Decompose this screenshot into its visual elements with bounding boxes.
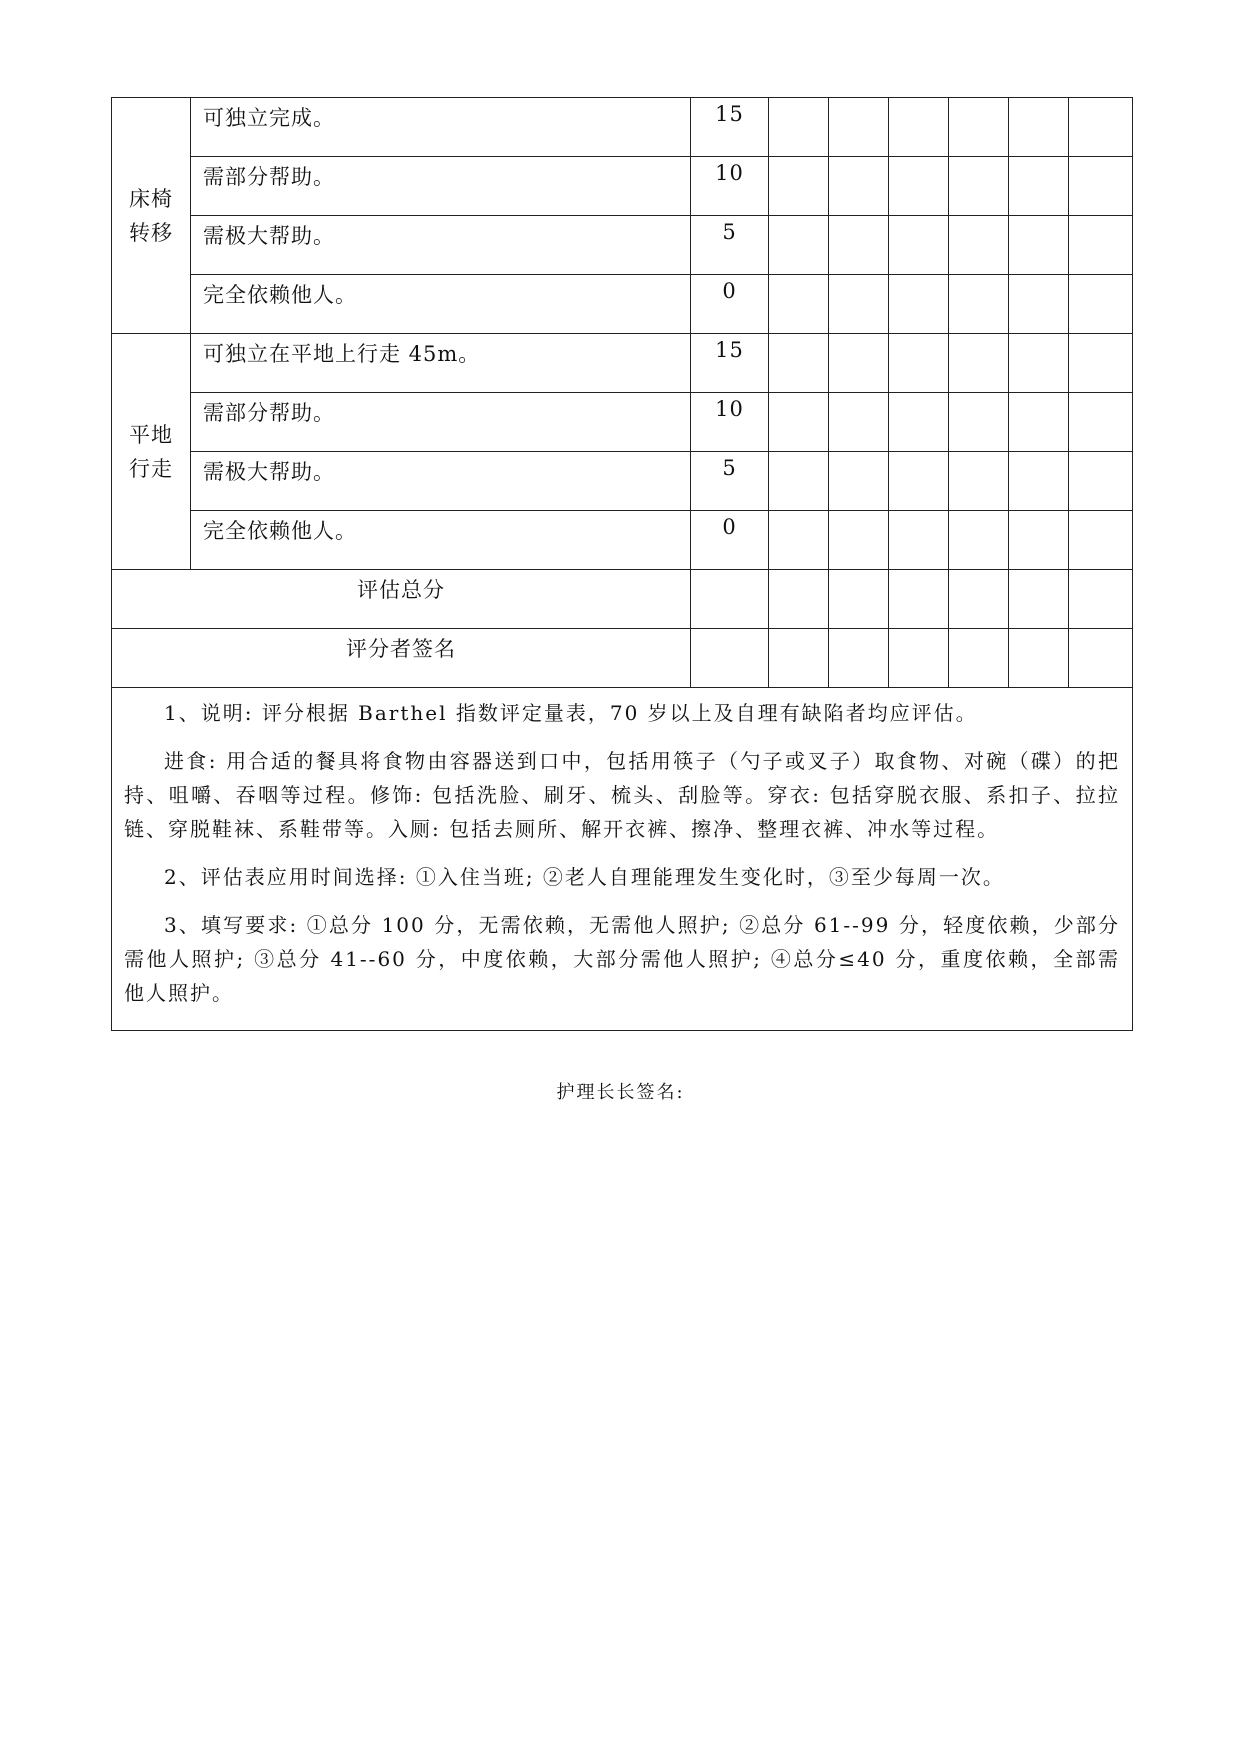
category-cell-bed-chair-transfer xyxy=(112,98,191,334)
item-score: 10 xyxy=(691,393,769,452)
item-description: 完全依赖他人。 xyxy=(191,275,691,334)
item-description: 需极大帮助。 xyxy=(191,216,691,275)
item-description: 需极大帮助。 xyxy=(191,452,691,511)
score-entry-cell[interactable] xyxy=(829,157,889,216)
total-score-cell[interactable] xyxy=(1009,570,1069,629)
score-entry-cell[interactable] xyxy=(889,393,949,452)
note-paragraph: 2、评估表应用时间选择: ①入住当班; ②老人自理能理发生变化时，③至少每周一次。 xyxy=(164,865,1005,889)
score-entry-cell[interactable] xyxy=(889,511,949,570)
head-nurse-signature-label: 护理长长签名: xyxy=(556,1082,685,1103)
score-entry-cell[interactable] xyxy=(769,98,829,157)
assessor-signature-cell[interactable] xyxy=(889,629,949,688)
score-entry-cell[interactable] xyxy=(1009,98,1069,157)
score-entry-cell[interactable] xyxy=(1009,157,1069,216)
score-entry-cell[interactable] xyxy=(889,452,949,511)
score-entry-cell[interactable] xyxy=(949,393,1009,452)
score-entry-cell[interactable] xyxy=(829,393,889,452)
score-entry-cell[interactable] xyxy=(1069,511,1133,570)
total-score-cell[interactable] xyxy=(829,570,889,629)
note-paragraph: 3、填写要求: ①总分 100 分，无需依赖，无需他人照护; ②总分 61--99 分，轻度依赖，少部分需他人照护; ③总分 41--60 分，中度依赖，大部分需他人照护; ④总分≤40 分，重度依赖，全部需他人照护。 xyxy=(124,913,1120,1005)
note-paragraph: 1、说明: 评分根据 Barthel 指数评定量表，70 岁以上及自理有缺陷者均应评估。 xyxy=(164,701,978,725)
table-row xyxy=(112,393,1133,452)
score-entry-cell[interactable] xyxy=(829,334,889,393)
item-score: 15 xyxy=(691,98,769,157)
table-row xyxy=(112,452,1133,511)
note-paragraph: 进食: 用合适的餐具将食物由容器送到口中，包括用筷子（勺子或叉子）取食物、对碗（碟）的把持、咀嚼、吞咽等过程。修饰: 包括洗脸、刷牙、梳头、刮脸等。穿衣: 包括穿脱衣服、系扣子、拉拉链、穿脱鞋袜、系鞋带等。入厕: 包括去厕所、解开衣裤、擦净、整理衣裤、冲水等过程。 xyxy=(124,749,1120,841)
score-entry-cell[interactable] xyxy=(949,98,1009,157)
total-score-cell[interactable] xyxy=(889,570,949,629)
score-entry-cell[interactable] xyxy=(1009,216,1069,275)
item-score: 10 xyxy=(691,157,769,216)
score-entry-cell[interactable] xyxy=(889,334,949,393)
category-cell-level-walking xyxy=(112,334,191,570)
score-entry-cell[interactable] xyxy=(949,452,1009,511)
score-entry-cell[interactable] xyxy=(829,511,889,570)
score-entry-cell[interactable] xyxy=(949,511,1009,570)
score-entry-cell[interactable] xyxy=(1069,334,1133,393)
score-entry-cell[interactable] xyxy=(1069,98,1133,157)
item-description: 可独立完成。 xyxy=(191,98,691,157)
score-entry-cell[interactable] xyxy=(889,157,949,216)
score-entry-cell[interactable] xyxy=(769,393,829,452)
score-entry-cell[interactable] xyxy=(769,334,829,393)
score-entry-cell[interactable] xyxy=(1069,393,1133,452)
score-entry-cell[interactable] xyxy=(1009,334,1069,393)
item-description: 需部分帮助。 xyxy=(191,393,691,452)
score-entry-cell[interactable] xyxy=(949,275,1009,334)
score-entry-cell[interactable] xyxy=(829,98,889,157)
score-entry-cell[interactable] xyxy=(769,452,829,511)
item-description: 可独立在平地上行走 45m。 xyxy=(191,334,691,393)
total-score-cell[interactable] xyxy=(1069,570,1133,629)
table-row xyxy=(112,98,1133,157)
assessor-signature-label: 评分者签名 xyxy=(112,629,691,688)
score-entry-cell[interactable] xyxy=(769,275,829,334)
total-score-label: 评估总分 xyxy=(112,570,691,629)
category-line: 行走 xyxy=(129,456,173,481)
total-score-cell[interactable] xyxy=(691,570,769,629)
score-entry-cell[interactable] xyxy=(1009,275,1069,334)
assessor-signature-cell[interactable] xyxy=(769,629,829,688)
item-description: 完全依赖他人。 xyxy=(191,511,691,570)
score-entry-cell[interactable] xyxy=(949,334,1009,393)
score-entry-cell[interactable] xyxy=(1009,393,1069,452)
category-line: 平地 xyxy=(129,422,173,447)
score-entry-cell[interactable] xyxy=(829,216,889,275)
assessor-signature-cell[interactable] xyxy=(829,629,889,688)
score-entry-cell[interactable] xyxy=(1069,275,1133,334)
item-description: 需部分帮助。 xyxy=(191,157,691,216)
score-entry-cell[interactable] xyxy=(1009,511,1069,570)
item-score: 5 xyxy=(691,216,769,275)
table-row xyxy=(112,511,1133,570)
assessor-signature-row xyxy=(112,629,1133,688)
score-entry-cell[interactable] xyxy=(889,275,949,334)
score-entry-cell[interactable] xyxy=(769,511,829,570)
score-entry-cell[interactable] xyxy=(1069,157,1133,216)
table-row xyxy=(112,275,1133,334)
score-entry-cell[interactable] xyxy=(829,275,889,334)
assessment-form-page xyxy=(111,97,1132,1031)
table-row xyxy=(112,157,1133,216)
total-score-row xyxy=(112,570,1133,629)
item-score: 5 xyxy=(691,452,769,511)
category-line: 转移 xyxy=(129,220,173,245)
score-entry-cell[interactable] xyxy=(949,157,1009,216)
score-entry-cell[interactable] xyxy=(889,98,949,157)
score-entry-cell[interactable] xyxy=(1069,452,1133,511)
assessor-signature-cell[interactable] xyxy=(949,629,1009,688)
assessor-signature-cell[interactable] xyxy=(1069,629,1133,688)
score-entry-cell[interactable] xyxy=(949,216,1009,275)
barthel-assessment-table xyxy=(111,97,1133,1031)
score-entry-cell[interactable] xyxy=(829,452,889,511)
score-entry-cell[interactable] xyxy=(1009,452,1069,511)
score-entry-cell[interactable] xyxy=(769,216,829,275)
assessor-signature-cell[interactable] xyxy=(1009,629,1069,688)
category-line: 床椅 xyxy=(129,186,173,211)
assessor-signature-cell[interactable] xyxy=(691,629,769,688)
total-score-cell[interactable] xyxy=(949,570,1009,629)
item-score: 0 xyxy=(691,511,769,570)
item-score: 15 xyxy=(691,334,769,393)
total-score-cell[interactable] xyxy=(769,570,829,629)
notes-cell xyxy=(112,688,1133,1031)
notes-row xyxy=(112,688,1133,1031)
table-row xyxy=(112,334,1133,393)
table-row xyxy=(112,216,1133,275)
score-entry-cell[interactable] xyxy=(889,216,949,275)
score-entry-cell[interactable] xyxy=(769,157,829,216)
score-entry-cell[interactable] xyxy=(1069,216,1133,275)
item-score: 0 xyxy=(691,275,769,334)
